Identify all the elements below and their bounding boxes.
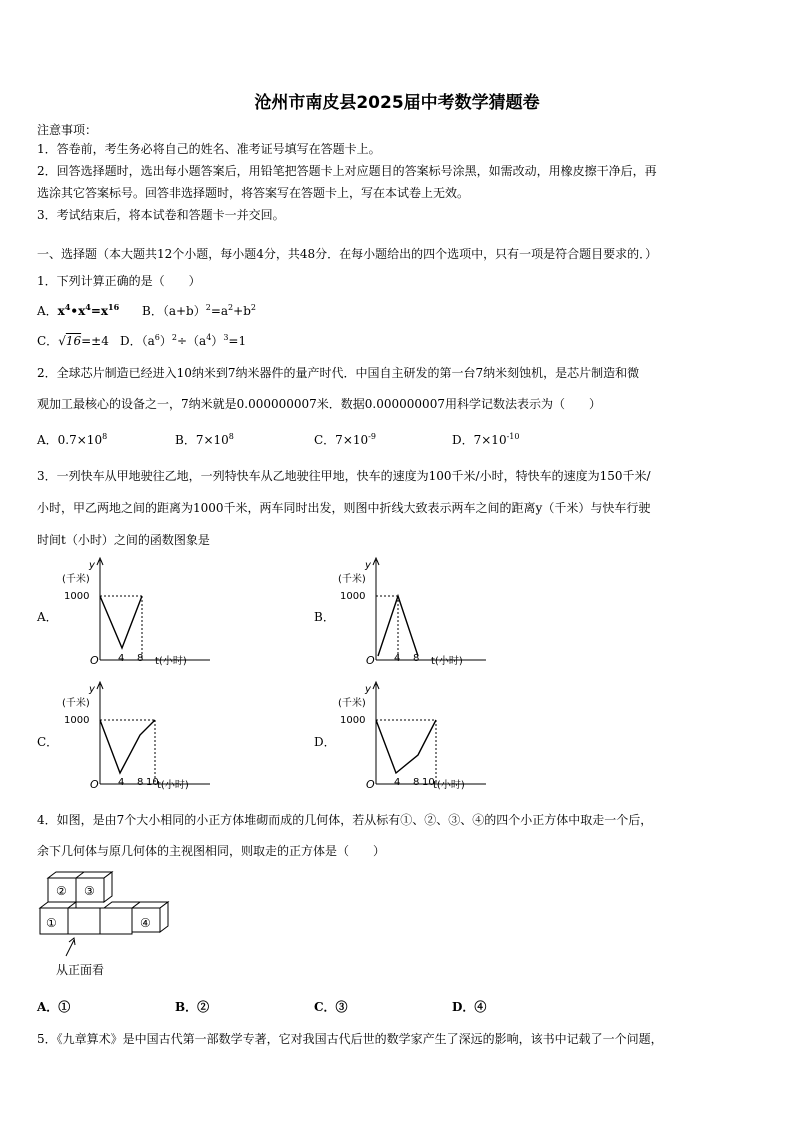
q3-graph-a bbox=[60, 556, 230, 668]
q1-option-d: D．$(a^6)^2\div(a^4)^3=1$ bbox=[120, 333, 247, 348]
origin-label: O bbox=[90, 778, 99, 791]
q3-graph-d bbox=[336, 680, 506, 792]
notice-heading: 注意事项： bbox=[37, 123, 98, 137]
q2-option-d: D．$7\times 10^{-10}$ bbox=[452, 432, 520, 447]
notice-item: 3．考试结束后，将本试卷和答题卡一并交回。 bbox=[37, 208, 285, 222]
x-tick-label: 8 bbox=[137, 777, 144, 788]
q1-option-b: B．$(a+b)^2=a^2+b^2$ bbox=[142, 303, 256, 318]
q4-option-a: A．① bbox=[37, 1000, 71, 1014]
section-heading: 一、选择题（本大题共12个小题，每小题4分，共48分．在每小题给出的四个选项中，只有一项是符合题目要求的．） bbox=[37, 247, 658, 261]
origin-label: O bbox=[366, 778, 375, 791]
axis-t-label: t(小时) bbox=[433, 780, 465, 791]
axis-y-label: y bbox=[89, 684, 95, 695]
axis-t-label: t(小时) bbox=[155, 656, 187, 667]
q4-line: 余下几何体与原几何体的主视图相同，则取走的正方体是（ ） bbox=[37, 844, 386, 858]
q3-line: 小时，甲乙两地之间的距离为1000千米，两车同时出发，则图中折线大致表示两车之间的距离y（千米）与快车行驶 bbox=[37, 501, 651, 515]
q3-label-b: B． bbox=[314, 610, 335, 624]
origin-label: O bbox=[90, 654, 99, 667]
cube-label-3: ③ bbox=[84, 884, 95, 898]
q3-line: 3．一列快车从甲地驶往乙地，一列特快车从乙地驶往甲地，快车的速度为100千米/小时，特快车的速度为150千米/ bbox=[37, 469, 651, 483]
axis-unit-label: (千米) bbox=[338, 698, 366, 709]
axis-unit-label: (千米) bbox=[62, 574, 90, 585]
q5-line: 5．《九章算术》是中国古代第一部数学专著，它对我国古代后世的数学家产生了深远的影响，该书中记载了一个问题， bbox=[37, 1032, 663, 1046]
axis-unit-label: (千米) bbox=[62, 698, 90, 709]
y-tick-label: 1000 bbox=[64, 715, 90, 726]
x-tick-label: 4 bbox=[394, 777, 401, 788]
x-tick-label: 4 bbox=[118, 653, 125, 664]
q3-label-d: D． bbox=[314, 735, 336, 749]
notice-item: 2．回答选择题时，选出每小题答案后，用铅笔把答题卡上对应题目的答案标号涂黑，如需改动，用橡皮擦干净后，再 bbox=[37, 164, 657, 178]
q4-option-c: C．③ bbox=[314, 1000, 348, 1014]
q2-option-a: A．$0.7\times 10^8$ bbox=[37, 432, 108, 447]
q1-option-c: C．√16=±4 bbox=[37, 334, 109, 348]
axis-t-label: t(小时) bbox=[431, 656, 463, 667]
x-tick-label: 4 bbox=[118, 777, 125, 788]
y-tick-label: 1000 bbox=[340, 715, 366, 726]
y-tick-label: 1000 bbox=[64, 591, 90, 602]
q3-line: 时间t（小时）之间的函数图象是 bbox=[37, 533, 210, 547]
origin-label: O bbox=[366, 654, 375, 667]
q1-stem: 1．下列计算正确的是（ ） bbox=[37, 274, 201, 288]
axis-y-label: y bbox=[89, 560, 95, 571]
axis-t-label: t(小时) bbox=[157, 780, 189, 791]
q4-line: 4．如图，是由7个大小相同的小正方体堆砌而成的几何体，若从标有①、②、③、④的四个小正方体中取走一个后， bbox=[37, 813, 653, 827]
q1-option-a: A．$x^4•x^4=x^{16}$ bbox=[37, 302, 120, 318]
x-tick-label: 10 bbox=[422, 777, 435, 788]
q2-option-b: B．$7\times 10^8$ bbox=[175, 432, 234, 447]
y-tick-label: 1000 bbox=[340, 591, 366, 602]
axis-unit-label: (千米) bbox=[338, 574, 366, 585]
graph-line bbox=[100, 596, 142, 648]
notice-item: 选涂其它答案标号。回答非选择题时，将答案写在答题卡上，写在本试卷上无效。 bbox=[37, 186, 470, 200]
q2-option-c: C．$7\times 10^{-9}$ bbox=[314, 432, 376, 447]
page-title: 沧州市南皮县2025届中考数学猜题卷 bbox=[254, 93, 540, 113]
x-tick-label: 10 bbox=[146, 777, 159, 788]
notice-item: 1．答卷前，考生务必将自己的姓名、准考证号填写在答题卡上。 bbox=[37, 142, 381, 156]
cube-label-2: ② bbox=[56, 884, 67, 898]
q2-line: 观加工最核心的设备之一，7纳米就是0.000000007米．数据0.000000007用科学记数法表示为（ ） bbox=[37, 397, 601, 411]
x-tick-label: 4 bbox=[394, 653, 401, 664]
q4-cube-figure bbox=[36, 870, 176, 982]
q3-label-a: A． bbox=[37, 610, 58, 624]
axis-y-label: y bbox=[365, 684, 371, 695]
q4-option-d: D．④ bbox=[452, 1000, 487, 1014]
graph-line bbox=[100, 720, 155, 773]
q4-option-b: B．② bbox=[175, 1000, 210, 1014]
axis-y-label: y bbox=[365, 560, 371, 571]
q3-graph-b bbox=[336, 556, 506, 668]
q2-line: 2．全球芯片制造已经进入10纳米到7纳米器件的量产时代．中国自主研发的第一台7纳米刻蚀机，是芯片制造和微 bbox=[37, 366, 640, 380]
graph-line bbox=[376, 720, 436, 773]
x-tick-label: 8 bbox=[137, 653, 144, 664]
q3-graph-c bbox=[60, 680, 230, 792]
x-tick-label: 8 bbox=[413, 653, 420, 664]
q3-label-c: C． bbox=[37, 735, 59, 749]
cube-label-1: ① bbox=[46, 916, 57, 930]
view-caption: 从正面看 bbox=[56, 963, 105, 977]
cube-label-4: ④ bbox=[140, 916, 151, 930]
x-tick-label: 8 bbox=[413, 777, 420, 788]
